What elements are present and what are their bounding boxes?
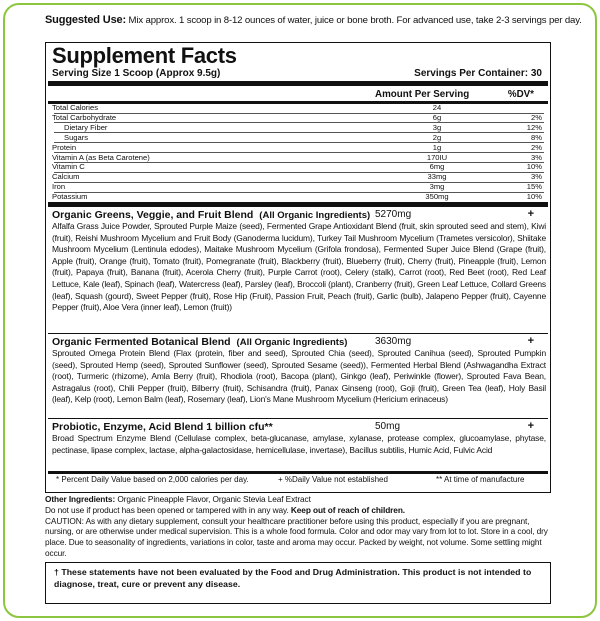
amount-header: Amount Per Serving: [375, 89, 470, 100]
dv-header: %DV*: [507, 89, 534, 100]
tamper-warning: Do not use if product has been opened or tampered with in any way.: [45, 504, 291, 515]
blend-title: Organic Greens, Veggie, and Fruit Blend (All Organic Ingredients): [52, 209, 371, 221]
nutrient-dv: 2%: [531, 112, 542, 122]
panel-title: Supplement Facts: [52, 43, 237, 68]
nutrient-row: [52, 123, 544, 133]
blend-dv: +: [527, 335, 534, 347]
blend-amount: 3630mg: [375, 336, 412, 347]
nutrient-amount: 24: [432, 103, 442, 112]
nutrient-dv: 10%: [526, 162, 542, 172]
suggested-use: [45, 14, 582, 27]
nutrient-amount: 1g: [432, 142, 442, 152]
nutrient-name: Total Calories: [52, 103, 99, 112]
nutrient-amount: 2g: [432, 132, 442, 142]
supplement-facts-panel: [45, 42, 551, 493]
footnote-plus: + %Daily Value not established: [278, 475, 388, 484]
other-ingredients-list: Organic Pineapple Flavor, Organic Stevia Leaf Extract: [115, 494, 311, 504]
blend-dv: +: [527, 420, 534, 432]
divider-thick: [48, 81, 548, 86]
nutrient-row: [52, 143, 544, 153]
nutrient-name: Dietary Fiber: [64, 122, 108, 132]
nutrient-dv: 8%: [531, 132, 542, 142]
other-ingredients-label: Other Ingredients:: [45, 494, 116, 504]
nutrient-name: Iron: [52, 182, 66, 192]
divider-thick: [48, 202, 548, 207]
nutrient-row: [52, 192, 544, 202]
other-ingredients-section: [45, 494, 551, 559]
nutrient-row: [52, 153, 544, 163]
blend-dv: +: [527, 208, 534, 220]
blend-amount: 5270mg: [375, 209, 412, 220]
nutrient-name: Total Carbohydrate: [52, 112, 117, 122]
children-warning: Keep out of reach of children.: [290, 504, 405, 515]
nutrient-row: [52, 182, 544, 192]
blend-title: Organic Fermented Botanical Blend (All Organic Ingredients): [52, 336, 348, 348]
nutrient-amount: 170IU: [426, 152, 448, 162]
servings-per-container: Servings Per Container: 30: [414, 68, 542, 79]
nutrient-row: [52, 113, 544, 123]
divider-thin: [48, 418, 548, 419]
nutrient-name: Sugars: [64, 132, 89, 142]
nutrient-name: Vitamin A (as Beta Carotene): [52, 152, 150, 162]
blend-ingredients: Broad Spectrum Enzyme Blend (Cellulase complex, beta-glucanase, amylase, xylanase, protease complex, glucoamylase, phytase, pectinase, lipase complex, lactase, alpha-galactosidase, hemicellulase, invertase), Bacillus subtilis, Humic Acid, Fulvic Acid: [52, 433, 546, 455]
nutrient-name: Potassium: [52, 192, 88, 202]
footnote-manufacture: ** At time of manufacture: [436, 475, 525, 484]
nutrient-name: Vitamin C: [52, 162, 85, 172]
blend-amount: 50mg: [375, 421, 401, 432]
nutrient-dv: 2%: [531, 142, 542, 152]
nutrient-amount: 6mg: [429, 162, 445, 172]
suggested-use-text: Mix approx. 1 scoop in 8-12 ounces of water, juice or bone broth. For advanced use, take 2-3 servings per day.: [126, 15, 582, 26]
nutrient-amount: 33mg: [427, 172, 447, 182]
nutrient-dv: 3%: [531, 172, 542, 182]
suggested-use-label: Suggested Use:: [45, 14, 127, 26]
nutrient-amount: 350mg: [425, 192, 449, 202]
nutrient-row: [52, 103, 544, 113]
caution-text: CAUTION: As with any dietary supplement, consult your healthcare practitioner before using this product, especially if you are pregnant, nursing, or are otherwise under medical supervision. This is a whole food formula. Color and odor may vary from lot to lot. Store in a cool, dry place. Due to seasonality of ingredients, variations in color, taste and aroma may occur. Packed by weight, not volume. Some settling might occur.: [45, 515, 548, 558]
fda-disclaimer: † These statements have not been evaluated by the Food and Drug Administration. This product is not intended to diagnose, treat, cure or prevent any disease.: [45, 562, 551, 604]
footnote-dv: * Percent Daily Value based on 2,000 calories per day.: [56, 475, 249, 484]
nutrient-amount: 6g: [432, 112, 442, 122]
nutrient-name: Protein: [52, 142, 77, 152]
serving-size: Serving Size 1 Scoop (Approx 9.5g): [52, 68, 221, 79]
nutrient-dv: 12%: [526, 122, 542, 132]
blend-ingredients: Alfalfa Grass Juice Powder, Sprouted Purple Maize (seed), Fermented Grape Antioxidant Blend (fruit, skin sprouted seed and stem), Kiwi (fruit), Reishi Mushroom Mycelium and Fruit Body (Ganoderma lucidum), Turkey Tail Mushroom Mycelium (Trametes versicolor), Shiitake Mushroom Mycelium (Lentinula edodes), Maitake Mushroom Mycelium (Grifola frondosa), Fermented Super Juice Blend (Grape (fruit), Apple (fruit), Orange (fruit), Tomato (fruit), Pomegranate (fruit), Blackberry (fruit), Blueberry (fruit), Cherry (fruit), Pineapple (fruit), Lemon (fruit), Papaya (fruit), Banana (fruit), Acerola Cherry (fruit), Purple Carrot (root), Celery (stalk), Carrot (root), Red Beet (root), Red Leaf Lettuce, Kale (leaf), Spinach (leaf), Watercress (leaf), Parsley (leaf), Broccoli (plant), Cranberry (fruit), Green Leaf Lettuce, Collard Greens (leaf), Squash (gourd), Sweet Pepper (fruit), Rose Hip (Fruit), Passion Fruit, Peach (fruit), Garlic (bulb), Jalapeno Pepper (fruit), Cayenne Pepper (fruit), Aloe Vera (inner leaf), Lemon (fruit)): [52, 221, 546, 313]
divider-medium: [48, 471, 548, 474]
nutrient-name: Calcium: [52, 172, 80, 182]
nutrient-row: [52, 162, 544, 172]
blend-ingredients: Sprouted Omega Protein Blend (Flax (protein, fiber and seed), Sprouted Chia (seed), Sprouted Canihua (seed), Sprouted Pumpkin (seed), Sprouted Hemp (seed), Sprouted Sunflower (seed), Sprouted Sesame (seed)), Fermented Herbal Blend (Ashwagandha Extract (root), Turmeric (rhizome), Amla Berry (fruit), Rhodiola (root), Bacopa (plant), Ginkgo (leaf), Periwinkle (flower), Sprouted Fava Bean, Astragalus (root), Chili Pepper (fruit), Bilberry (fruit), Schisandra (fruit), Panax Ginseng (root), Goji (fruit), Green Tea (leaf), Holy Basil (leaf), Kelp (root), Lemon Balm (leaf), Rosemary (leaf), Lion's Mane Mushroom Mycelium (Hericium erinaceus): [52, 348, 546, 405]
nutrient-dv: 15%: [526, 182, 542, 192]
nutrient-row: [52, 133, 544, 143]
nutrient-amount: 3g: [432, 122, 442, 132]
nutrient-dv: 10%: [526, 192, 542, 202]
nutrient-amount: 3mg: [429, 182, 445, 192]
nutrient-dv: 3%: [531, 152, 542, 162]
blend-title: Probiotic, Enzyme, Acid Blend 1 billion cfu**: [52, 421, 273, 433]
nutrient-row: [52, 172, 544, 182]
divider-thin: [48, 333, 548, 334]
